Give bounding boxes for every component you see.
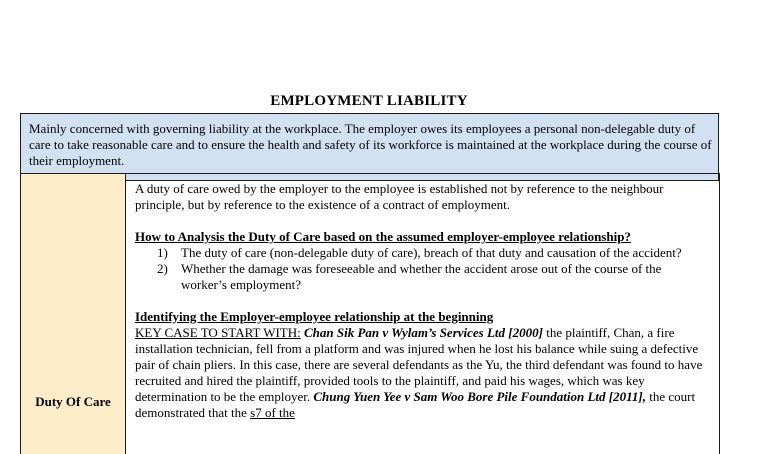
heading-analysis: How to Analysis the Duty of Care based on the assumed employer-employee relationship? bbox=[135, 229, 631, 244]
case-body: the plaintiff, Chan, a fire installation technician, fell from a platform and was injured when he lost his balance while suing a defective pair of chain pliers. In this case, there are several defendants as the Yu, the third defendant was found to have recruited and hired the plaintiff, provided tools to the plaintiff, and paid his wages, which was key determination to be the employer. bbox=[135, 325, 703, 404]
intro-box bbox=[20, 113, 719, 181]
case-citation-chan: Chan Sik Pan v Wylam’s Services Ltd [2000] bbox=[304, 325, 543, 340]
statute-link[interactable]: s7 of the bbox=[250, 405, 295, 420]
list-item: 2) Whether the damage was foreseeable and whether the accident arose out of the course of the worker’s employment? bbox=[157, 261, 662, 292]
section-label-cell bbox=[21, 174, 126, 454]
paragraph-key-case bbox=[135, 325, 703, 421]
list-item: 1) The duty of care (non-delegable duty of care), breach of that duty and causation of the accident? bbox=[157, 245, 682, 260]
case-body-cont: the court demonstrated that the bbox=[135, 389, 696, 420]
intro-text: Mainly concerned with governing liability at the workplace. The employer owes its employees a personal non-delegable duty of care to take reasonable care and to ensure the health and safety of its workforce is maintained at the workplace during the course of their employment. bbox=[29, 121, 712, 168]
section-content bbox=[135, 181, 703, 421]
duty-of-care-row bbox=[20, 173, 720, 454]
paragraph-1: A duty of care owed by the employer to the employee is established not by reference to the neighbour principle, but by reference to the existence of a contract of employment. bbox=[135, 181, 664, 212]
section-label: Duty Of Care bbox=[35, 394, 111, 409]
case-citation-chung: Chung Yuen Yee v Sam Woo Bore Pile Foundation Ltd [2011], bbox=[313, 389, 646, 404]
key-case-label: KEY CASE TO START WITH: bbox=[135, 325, 301, 340]
document-title: EMPLOYMENT LIABILITY bbox=[270, 93, 468, 109]
heading-identifying: Identifying the Employer-employee relationship at the beginning bbox=[135, 309, 494, 324]
analysis-list bbox=[135, 245, 703, 293]
